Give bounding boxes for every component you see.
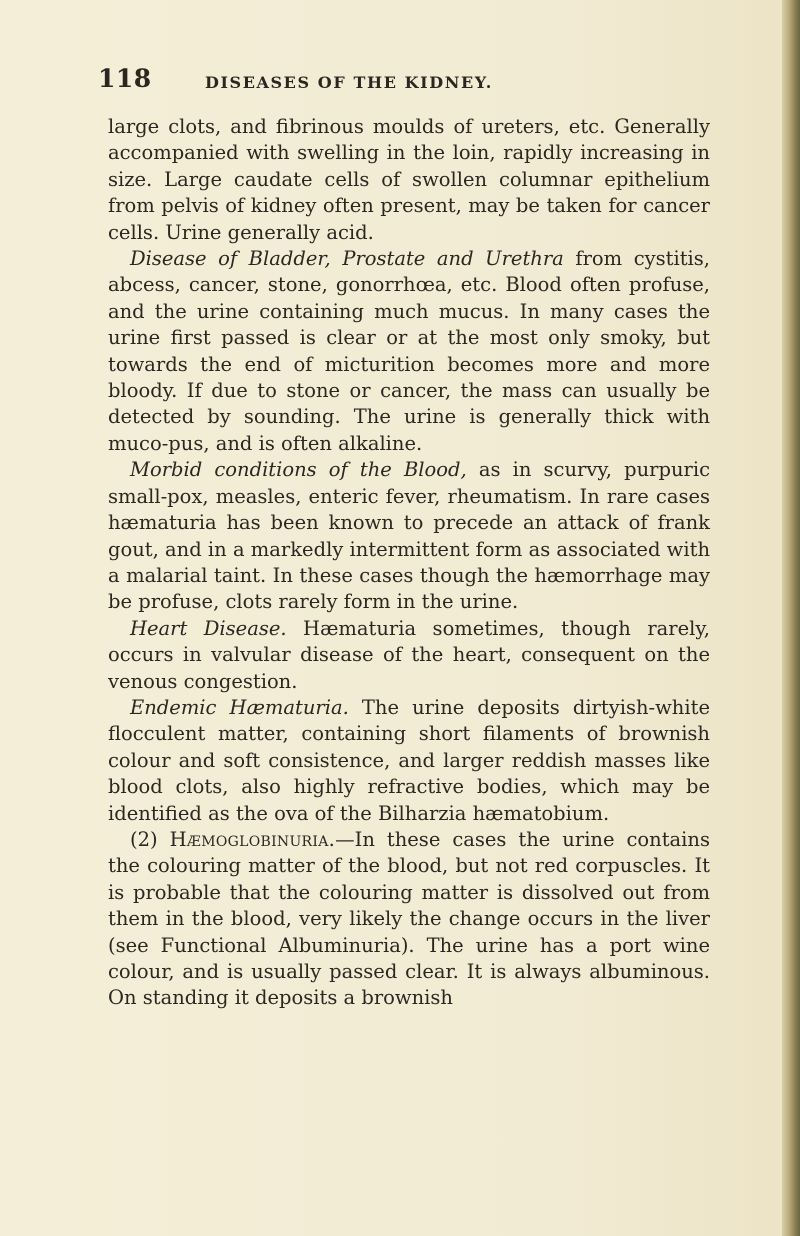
- endemic-heading: Endemic Hæmaturia.: [130, 695, 349, 719]
- haemoglobinuria-text: —In these cases the urine contains the colouring matter of the blood, but not red corpuscles. It is probable that the colouring matter is dissolved out from them in the blood, very likely the change occurs in the liver (see Functional Albuminuria). The urine has a port wine colour, and is usually passed clear. It is always albuminous. On standing it deposits a brownish: [108, 827, 710, 1010]
- paragraph-bladder: [108, 246, 710, 457]
- paragraph-endemic: [108, 695, 710, 827]
- heart-text: Hæmaturia sometimes, though rarely, occurs in valvular disease of the heart, consequent on the venous congestion.: [108, 616, 710, 693]
- paragraph-1-text: large clots, and fibrinous moulds of ureters, etc. Generally accompanied with swelling in the loin, rapidly increasing in size. Large caudate cells of swollen columnar epithelium from pelvis of kidney often present, may be taken for cancer cells. Urine generally acid.: [108, 115, 710, 244]
- paragraph-1: [108, 114, 710, 246]
- heart-heading: Heart Disease.: [130, 616, 287, 640]
- blood-heading: Morbid conditions of the Blood,: [130, 458, 467, 482]
- page-body: [108, 114, 710, 1012]
- blood-text: as in scurvy, purpuric small-pox, measles, enteric fever, rheumatism. In rare cases hæmaturia has been known to precede an attack of frank gout, and in a markedly intermittent form as associated with a malarial taint. In these cases though the hæmorrhage may be profuse, clots rarely form in the urine.: [108, 458, 710, 614]
- paragraph-blood: [108, 457, 710, 615]
- page-edge-shadow: [782, 0, 800, 1236]
- running-head: DISEASES OF THE KIDNEY.: [205, 73, 493, 92]
- haemoglobinuria-heading: Hæmoglobinuria.: [169, 827, 336, 851]
- page-header: [98, 64, 718, 94]
- bladder-heading: Disease of Bladder, Prostate and Urethra: [130, 247, 564, 271]
- paragraph-haemoglobinuria: [108, 827, 710, 1012]
- bladder-text: from cystitis, abcess, cancer, stone, gonorrhœa, etc. Blood often profuse, and the urine containing much mucus. In many cases the urine first passed is clear or at the most only smoky, but towards the end of micturition becomes more and more bloody. If due to stone or cancer, the mass can usually be detected by sounding. The urine is generally thick with muco-pus, and is often alkaline.: [108, 247, 710, 455]
- section-number: (2): [130, 827, 170, 851]
- page-number: 118: [98, 64, 152, 93]
- endemic-text: The urine deposits dirtyish-white flocculent matter, containing short filaments of brownish colour and soft consistence, and larger reddish masses like blood clots, also highly refractive bodies, which may be identified as the ova of the Bilharzia hæmatobium.: [108, 695, 710, 825]
- paragraph-heart: [108, 616, 710, 695]
